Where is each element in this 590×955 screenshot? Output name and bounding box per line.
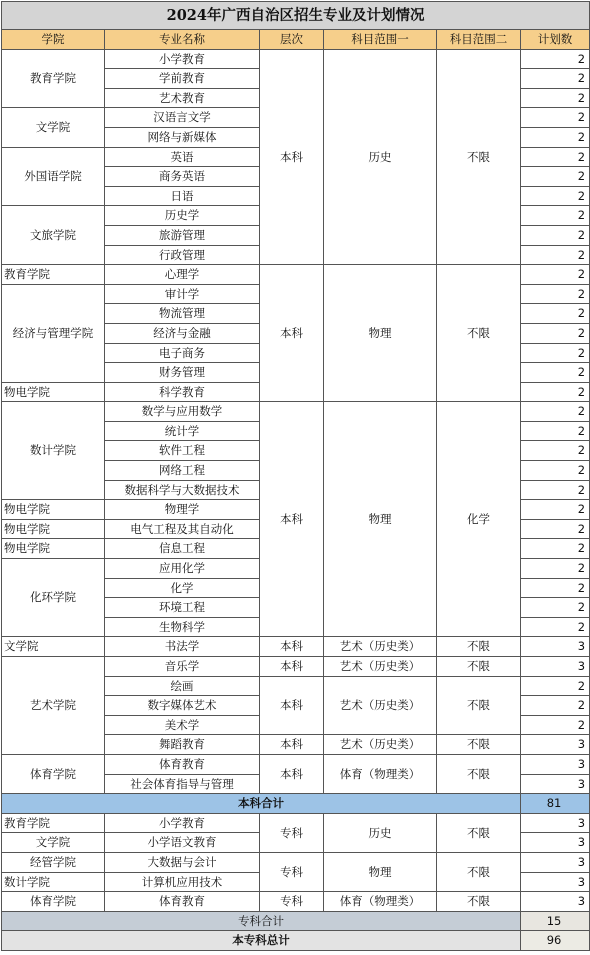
subject-range-1-cell: 艺术（历史类） [324,657,437,677]
plan-count-cell: 2 [521,127,590,147]
plan-count-cell: 2 [521,88,590,108]
college-cell: 教育学院 [2,265,105,285]
subject-range-2-cell: 不限 [437,735,521,755]
subject-range-2-cell: 化学 [437,402,521,637]
major-cell: 美术学 [105,715,260,735]
plan-count-cell: 3 [521,774,590,794]
major-cell: 信息工程 [105,539,260,559]
college-cell: 物电学院 [2,382,105,402]
subject-range-2-cell: 不限 [437,637,521,657]
major-cell: 艺术教育 [105,88,260,108]
plan-count-cell: 2 [521,225,590,245]
plan-count-cell: 2 [521,284,590,304]
major-cell: 学前教育 [105,69,260,89]
level-cell: 本科 [260,49,324,265]
major-cell: 网络与新媒体 [105,127,260,147]
college-cell: 文旅学院 [2,206,105,265]
subject-range-1-cell: 体育（物理类） [324,754,437,793]
plan-count-cell: 2 [521,108,590,128]
table-row [2,637,590,657]
header-level: 层次 [260,30,324,50]
major-cell: 体育教育 [105,892,260,912]
major-cell: 数据科学与大数据技术 [105,480,260,500]
table-row [2,657,590,677]
major-cell: 财务管理 [105,363,260,383]
major-cell: 大数据与会计 [105,852,260,872]
level-cell: 本科 [260,657,324,677]
subject-range-2-cell: 不限 [437,892,521,912]
plan-count-cell: 3 [521,833,590,853]
level-cell: 专科 [260,892,324,912]
college-cell: 体育学院 [2,892,105,912]
college-cell: 外国语学院 [2,147,105,206]
subject-range-1-cell: 艺术（历史类） [324,637,437,657]
subject-range-1-cell: 艺术（历史类） [324,735,437,755]
subject-range-1-cell: 艺术（历史类） [324,676,437,735]
grand-total-row-label: 本专科总计 [2,931,521,951]
major-cell: 历史学 [105,206,260,226]
college-cell: 体育学院 [2,754,105,793]
level-cell: 本科 [260,637,324,657]
major-cell: 商务英语 [105,167,260,187]
college-cell: 教育学院 [2,813,105,833]
table-row [2,49,590,69]
subject-range-1-cell: 体育（物理类） [324,892,437,912]
header-subject-range-2: 科目范围二 [437,30,521,50]
plan-count-cell: 2 [521,519,590,539]
plan-count-cell: 2 [521,578,590,598]
major-cell: 小学教育 [105,49,260,69]
major-cell: 物理学 [105,500,260,520]
plan-count-cell: 3 [521,735,590,755]
subject-range-2-cell: 不限 [437,754,521,793]
zk-total-row [2,911,590,931]
major-cell: 绘画 [105,676,260,696]
major-cell: 体育教育 [105,754,260,774]
college-cell: 教育学院 [2,49,105,108]
plan-count-cell: 3 [521,813,590,833]
level-cell: 本科 [260,754,324,793]
college-cell: 文学院 [2,833,105,853]
subject-range-1-cell: 物理 [324,402,437,637]
plan-count-cell: 2 [521,167,590,187]
major-cell: 审计学 [105,284,260,304]
level-cell: 本科 [260,676,324,735]
college-cell: 物电学院 [2,539,105,559]
major-cell: 环境工程 [105,598,260,618]
college-cell: 物电学院 [2,500,105,520]
major-cell: 计算机应用技术 [105,872,260,892]
table-row [2,265,590,285]
college-cell: 文学院 [2,108,105,147]
grand-total-row-value: 96 [521,931,590,951]
plan-count-cell: 2 [521,559,590,579]
plan-count-cell: 3 [521,754,590,774]
undergrad-total-row-label: 本科合计 [2,794,521,814]
major-cell: 统计学 [105,421,260,441]
college-cell: 经管学院 [2,852,105,872]
header-college: 学院 [2,30,105,50]
header-plan-count: 计划数 [521,30,590,50]
plan-count-cell: 2 [521,539,590,559]
major-cell: 电子商务 [105,343,260,363]
plan-count-cell: 2 [521,441,590,461]
level-cell: 专科 [260,813,324,852]
plan-count-cell: 2 [521,696,590,716]
enrollment-table [1,1,590,951]
plan-count-cell: 2 [521,245,590,265]
plan-count-cell: 2 [521,617,590,637]
plan-count-cell: 2 [521,382,590,402]
plan-count-cell: 2 [521,461,590,481]
subject-range-2-cell: 不限 [437,852,521,891]
major-cell: 小学教育 [105,813,260,833]
subject-range-1-cell: 历史 [324,813,437,852]
undergrad-total-row-value: 81 [521,794,590,814]
plan-count-cell: 2 [521,480,590,500]
table-row [2,754,590,774]
plan-count-cell: 3 [521,872,590,892]
major-cell: 音乐学 [105,657,260,677]
plan-count-cell: 2 [521,343,590,363]
major-cell: 应用化学 [105,559,260,579]
plan-count-cell: 2 [521,206,590,226]
major-cell: 社会体育指导与管理 [105,774,260,794]
plan-count-cell: 2 [521,421,590,441]
major-cell: 行政管理 [105,245,260,265]
subject-range-2-cell: 不限 [437,657,521,677]
major-cell: 书法学 [105,637,260,657]
undergrad-total-row [2,794,590,814]
level-cell: 本科 [260,265,324,402]
table-row [2,892,590,912]
college-cell: 数计学院 [2,402,105,500]
plan-count-cell: 3 [521,852,590,872]
plan-count-cell: 2 [521,265,590,285]
subject-range-2-cell: 不限 [437,265,521,402]
subject-range-2-cell: 不限 [437,49,521,265]
level-cell: 本科 [260,735,324,755]
plan-count-cell: 2 [521,598,590,618]
plan-count-cell: 2 [521,304,590,324]
subject-range-2-cell: 不限 [437,813,521,852]
subject-range-1-cell: 物理 [324,852,437,891]
major-cell: 数字媒体艺术 [105,696,260,716]
subject-range-1-cell: 物理 [324,265,437,402]
college-cell: 艺术学院 [2,657,105,755]
college-cell: 物电学院 [2,519,105,539]
plan-count-cell: 2 [521,49,590,69]
plan-count-cell: 2 [521,69,590,89]
zk-total-row-label: 专科合计 [2,911,521,931]
college-cell: 文学院 [2,637,105,657]
plan-count-cell: 2 [521,147,590,167]
major-cell: 数学与应用数学 [105,402,260,422]
major-cell: 心理学 [105,265,260,285]
major-cell: 日语 [105,186,260,206]
major-cell: 物流管理 [105,304,260,324]
level-cell: 专科 [260,852,324,891]
plan-count-cell: 2 [521,715,590,735]
major-cell: 生物科学 [105,617,260,637]
plan-count-cell: 3 [521,892,590,912]
major-cell: 小学语文教育 [105,833,260,853]
major-cell: 英语 [105,147,260,167]
plan-count-cell: 2 [521,402,590,422]
table-row [2,852,590,872]
major-cell: 汉语言文学 [105,108,260,128]
major-cell: 软件工程 [105,441,260,461]
college-cell: 化环学院 [2,559,105,637]
major-cell: 科学教育 [105,382,260,402]
plan-count-cell: 2 [521,500,590,520]
grand-total-row [2,931,590,951]
major-cell: 网络工程 [105,461,260,481]
major-cell: 经济与金融 [105,323,260,343]
plan-count-cell: 2 [521,186,590,206]
plan-count-cell: 3 [521,637,590,657]
plan-count-cell: 3 [521,657,590,677]
table-row [2,402,590,422]
header-subject-range-1: 科目范围一 [324,30,437,50]
zk-total-row-value: 15 [521,911,590,931]
table-title: 2024年广西自治区招生专业及计划情况 [2,2,590,30]
major-cell: 化学 [105,578,260,598]
plan-count-cell: 2 [521,676,590,696]
college-cell: 数计学院 [2,872,105,892]
plan-count-cell: 2 [521,363,590,383]
subject-range-2-cell: 不限 [437,676,521,735]
major-cell: 旅游管理 [105,225,260,245]
table-row [2,813,590,833]
major-cell: 舞蹈教育 [105,735,260,755]
subject-range-1-cell: 历史 [324,49,437,265]
college-cell: 经济与管理学院 [2,284,105,382]
major-cell: 电气工程及其自动化 [105,519,260,539]
plan-count-cell: 2 [521,323,590,343]
level-cell: 本科 [260,402,324,637]
header-major: 专业名称 [105,30,260,50]
